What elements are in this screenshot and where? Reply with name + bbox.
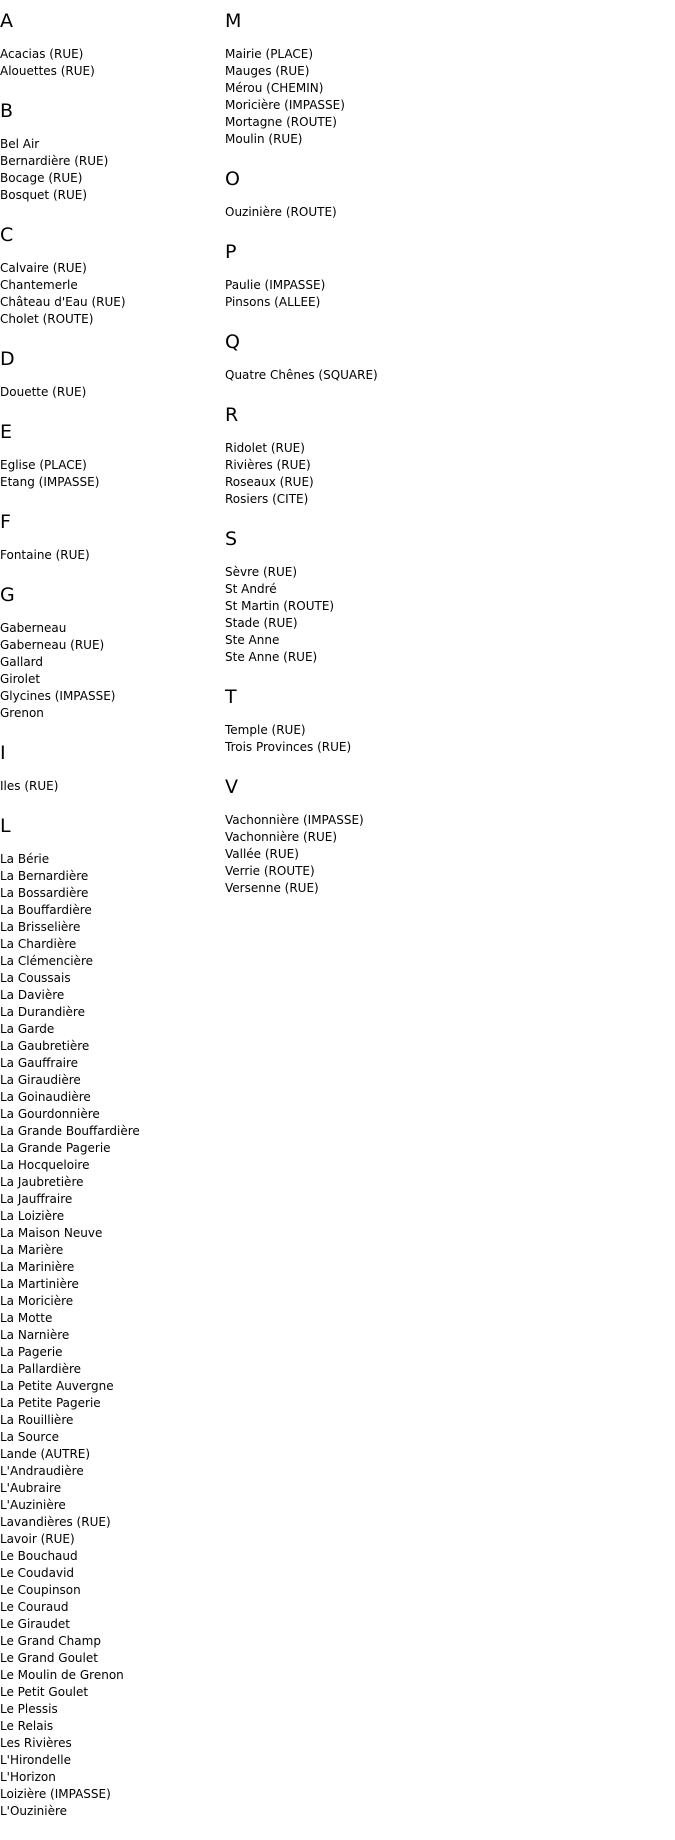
street-entry: La Petite Pagerie bbox=[0, 1396, 101, 1410]
letter-section bbox=[225, 776, 525, 897]
street-entry: La Clémencière bbox=[0, 954, 93, 968]
street-entry: Grenon bbox=[0, 706, 44, 720]
letter-heading: F bbox=[0, 511, 11, 533]
street-entry: L'Hirondelle bbox=[0, 1753, 72, 1767]
letter-section bbox=[225, 241, 525, 311]
street-entry: Girolet bbox=[0, 672, 41, 686]
letter-heading: E bbox=[0, 421, 13, 443]
street-entry: Lavandières (RUE) bbox=[0, 1515, 111, 1529]
street-entry: La Giraudière bbox=[0, 1073, 81, 1087]
letter-section bbox=[0, 10, 220, 80]
letter-heading: L bbox=[0, 815, 11, 837]
street-entry: St Martin (ROUTE) bbox=[225, 599, 335, 613]
letter-heading: B bbox=[0, 100, 14, 122]
street-entry: La Gourdonnière bbox=[0, 1107, 100, 1121]
letter-heading: O bbox=[225, 168, 240, 190]
letter-section bbox=[0, 421, 220, 491]
street-entry: L'Andraudière bbox=[0, 1464, 84, 1478]
street-entry: La Coussais bbox=[0, 971, 71, 985]
street-entry: Douette (RUE) bbox=[0, 385, 87, 399]
street-entry: Le Couraud bbox=[0, 1600, 69, 1614]
street-entry: Le Coupinson bbox=[0, 1583, 81, 1597]
street-entry: Trois Provinces (RUE) bbox=[225, 740, 352, 754]
street-entry: Vachonnière (IMPASSE) bbox=[225, 813, 364, 827]
street-entry: La Maison Neuve bbox=[0, 1226, 103, 1240]
letter-section bbox=[225, 331, 525, 384]
street-entry: Gaberneau bbox=[0, 621, 67, 635]
street-entry: La Motte bbox=[0, 1311, 53, 1325]
street-entry: Moricière (IMPASSE) bbox=[225, 98, 345, 112]
letter-section bbox=[225, 168, 525, 221]
street-entry: La Narnière bbox=[0, 1328, 70, 1342]
street-entry: Le Relais bbox=[0, 1719, 54, 1733]
street-entry: Cholet (ROUTE) bbox=[0, 312, 94, 326]
street-entry: Quatre Chênes (SQUARE) bbox=[225, 368, 378, 382]
street-entry: La Loizière bbox=[0, 1209, 65, 1223]
street-entry: Mauges (RUE) bbox=[225, 64, 310, 78]
street-entry: Bel Air bbox=[0, 137, 40, 151]
street-entry: Le Plessis bbox=[0, 1702, 58, 1716]
street-entry: La Chardière bbox=[0, 937, 77, 951]
street-entry: Fontaine (RUE) bbox=[0, 548, 90, 562]
street-entry: La Source bbox=[0, 1430, 60, 1444]
street-entry: La Jauffraire bbox=[0, 1192, 73, 1206]
street-entry: Le Petit Goulet bbox=[0, 1685, 89, 1699]
street-entry: Versenne (RUE) bbox=[225, 881, 319, 895]
letter-heading: T bbox=[225, 686, 237, 708]
letter-section bbox=[0, 742, 220, 795]
street-entry: La Jaubretière bbox=[0, 1175, 84, 1189]
letter-heading: C bbox=[0, 224, 14, 246]
street-entry: Iles (RUE) bbox=[0, 779, 59, 793]
street-entry: La Gauffraire bbox=[0, 1056, 79, 1070]
street-entry: Acacias (RUE) bbox=[0, 47, 84, 61]
letter-heading: G bbox=[0, 584, 15, 606]
street-entry: La Pagerie bbox=[0, 1345, 63, 1359]
letter-heading: D bbox=[0, 348, 15, 370]
street-entry: Ste Anne bbox=[225, 633, 280, 647]
street-entry: Bocage (RUE) bbox=[0, 171, 83, 185]
street-entry: La Petite Auvergne bbox=[0, 1379, 114, 1393]
letter-section bbox=[0, 100, 220, 204]
street-entry: L'Horizon bbox=[0, 1770, 56, 1784]
street-entry: Calvaire (RUE) bbox=[0, 261, 87, 275]
street-entry: Le Coudavid bbox=[0, 1566, 75, 1580]
letter-heading: M bbox=[225, 10, 242, 32]
street-entry: La Davière bbox=[0, 988, 65, 1002]
street-entry: La Marière bbox=[0, 1243, 64, 1257]
letter-heading: R bbox=[225, 404, 239, 426]
street-entry: Moulin (RUE) bbox=[225, 132, 303, 146]
street-entry: Le Grand Champ bbox=[0, 1634, 101, 1648]
street-entry: Mérou (CHEMIN) bbox=[225, 81, 324, 95]
letter-heading: I bbox=[0, 742, 6, 764]
street-entry: Sèvre (RUE) bbox=[225, 565, 298, 579]
street-entry: Stade (RUE) bbox=[225, 616, 298, 630]
street-entry: Rivières (RUE) bbox=[225, 458, 311, 472]
street-entry: Bernardière (RUE) bbox=[0, 154, 109, 168]
street-entry: La Bossardière bbox=[0, 886, 89, 900]
street-entry: Gaberneau (RUE) bbox=[0, 638, 105, 652]
street-entry: St André bbox=[225, 582, 277, 596]
street-entry: Le Moulin de Grenon bbox=[0, 1668, 124, 1682]
street-entry: La Hocqueloire bbox=[0, 1158, 90, 1172]
letter-section bbox=[0, 224, 220, 328]
street-entry: Alouettes (RUE) bbox=[0, 64, 95, 78]
street-entry: Ste Anne (RUE) bbox=[225, 650, 318, 664]
street-entry: L'Auzinière bbox=[0, 1498, 66, 1512]
street-entry: Lande (AUTRE) bbox=[0, 1447, 91, 1461]
street-entry: La Bernardière bbox=[0, 869, 89, 883]
street-entry: La Bouffardière bbox=[0, 903, 92, 917]
street-entry: Pinsons (ALLEE) bbox=[225, 295, 321, 309]
street-entry: Chantemerle bbox=[0, 278, 78, 292]
street-entry: Loizière (IMPASSE) bbox=[0, 1787, 111, 1801]
street-entry: Château d'Eau (RUE) bbox=[0, 295, 126, 309]
street-entry: Le Giraudet bbox=[0, 1617, 70, 1631]
street-entry: La Rouillière bbox=[0, 1413, 74, 1427]
street-entry: La Goinaudière bbox=[0, 1090, 91, 1104]
street-entry: L'Ouzinière bbox=[0, 1804, 68, 1818]
letter-section bbox=[225, 404, 525, 508]
street-entry: La Gaubretière bbox=[0, 1039, 90, 1053]
letter-section bbox=[0, 815, 220, 1820]
street-entry: Mairie (PLACE) bbox=[225, 47, 314, 61]
street-entry: La Moricière bbox=[0, 1294, 74, 1308]
letter-heading: P bbox=[225, 241, 237, 263]
street-entry: La Durandière bbox=[0, 1005, 85, 1019]
street-entry: Gallard bbox=[0, 655, 44, 669]
right-column bbox=[225, 10, 525, 917]
street-entry: Vachonnière (RUE) bbox=[225, 830, 338, 844]
letter-heading: S bbox=[225, 528, 238, 550]
letter-heading: Q bbox=[225, 331, 240, 353]
letter-section bbox=[0, 348, 220, 401]
street-entry: Temple (RUE) bbox=[225, 723, 306, 737]
letter-heading: A bbox=[0, 10, 13, 32]
street-entry: Mortagne (ROUTE) bbox=[225, 115, 337, 129]
street-entry: Eglise (PLACE) bbox=[0, 458, 87, 472]
street-entry: La Grande Bouffardière bbox=[0, 1124, 140, 1138]
street-entry: Rosiers (CITE) bbox=[225, 492, 309, 506]
street-entry: Le Bouchaud bbox=[0, 1549, 78, 1563]
street-entry: Glycines (IMPASSE) bbox=[0, 689, 116, 703]
street-entry: Bosquet (RUE) bbox=[0, 188, 88, 202]
street-entry: La Grande Pagerie bbox=[0, 1141, 111, 1155]
street-entry: Les Rivières bbox=[0, 1736, 72, 1750]
letter-section bbox=[225, 528, 525, 666]
street-entry: Roseaux (RUE) bbox=[225, 475, 314, 489]
street-entry: Vallée (RUE) bbox=[225, 847, 299, 861]
street-entry: La Marinière bbox=[0, 1260, 75, 1274]
street-entry: La Pallardière bbox=[0, 1362, 82, 1376]
street-entry: Etang (IMPASSE) bbox=[0, 475, 100, 489]
street-entry: Ridolet (RUE) bbox=[225, 441, 305, 455]
street-entry: La Bérie bbox=[0, 852, 50, 866]
street-entry: Paulie (IMPASSE) bbox=[225, 278, 326, 292]
street-entry: La Martinière bbox=[0, 1277, 79, 1291]
street-entry: La Brisselière bbox=[0, 920, 81, 934]
letter-section bbox=[0, 584, 220, 722]
letter-section bbox=[225, 10, 525, 148]
street-entry: Le Grand Goulet bbox=[0, 1651, 98, 1665]
street-entry: Lavoir (RUE) bbox=[0, 1532, 75, 1546]
street-entry: L'Aubraire bbox=[0, 1481, 62, 1495]
street-entry: Ouzinière (ROUTE) bbox=[225, 205, 337, 219]
left-column bbox=[0, 10, 220, 1840]
street-entry: La Garde bbox=[0, 1022, 55, 1036]
street-entry: Verrie (ROUTE) bbox=[225, 864, 315, 878]
letter-heading: V bbox=[225, 776, 238, 798]
letter-section bbox=[0, 511, 220, 564]
letter-section bbox=[225, 686, 525, 756]
